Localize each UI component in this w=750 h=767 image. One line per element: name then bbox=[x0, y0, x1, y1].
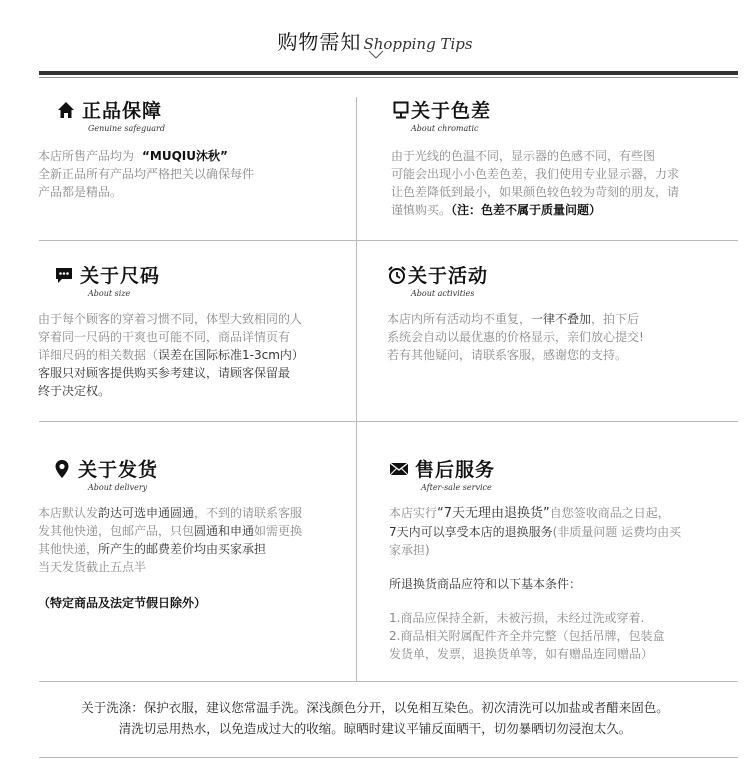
section-title: 关于色差 bbox=[411, 100, 492, 122]
washing-line: 清洗切忌用热水，以免造成过大的收缩。晾晒时建议平铺反面晒干，切勿暴晒切勿浸泡太久。 bbox=[118, 721, 632, 736]
text: 可能会出现小小色差色差，我们使用专业显示器，力求 bbox=[391, 167, 680, 181]
text: 穿着同一尺码的干爽也可能不同，商品详情页有 bbox=[38, 330, 291, 344]
highlight-text: 韵达可选申通圆通 bbox=[98, 506, 195, 520]
section-aftersale bbox=[389, 455, 724, 663]
text: 自您签收商品之日起， bbox=[549, 506, 670, 520]
condition-item: 2.商品相关附属配件齐全并完整（包括吊牌，包装盒 bbox=[389, 629, 665, 643]
shipping-note: （特定商品及法定节假日除外） bbox=[38, 596, 207, 610]
highlight-text: 误差在国际标准1-3cm内） bbox=[158, 348, 304, 362]
brand-name: “MUQIU沐秋” bbox=[142, 149, 228, 163]
text: 全新正品所有产品均严格把关以确保每件 bbox=[38, 167, 255, 181]
chevron-down-icon bbox=[368, 50, 384, 60]
washing-line: 关于洗涤：保护衣服，建议您常温手洗。深浅颜色分开，以免相互染色。初次清洗可以加盐或者醋来固色。 bbox=[81, 700, 669, 715]
section-color bbox=[391, 96, 721, 219]
section-subtitle: About delivery bbox=[88, 483, 148, 492]
divider-col-1 bbox=[356, 97, 357, 241]
text: 本店实行 bbox=[389, 506, 438, 520]
divider-row-2 bbox=[39, 421, 738, 422]
section-title: 关于活动 bbox=[408, 265, 489, 287]
page-title-en: Shopping Tips bbox=[363, 35, 473, 53]
section-quality bbox=[38, 96, 348, 201]
section-shipping bbox=[38, 455, 350, 612]
text: (非质量问题 运费均由买 bbox=[552, 525, 682, 539]
top-rule bbox=[39, 71, 738, 75]
text: 本店所售产品均为 bbox=[38, 149, 135, 163]
text: 系统会自动以最优惠的价格显示，亲们放心提交! bbox=[387, 330, 644, 344]
divider-bottom bbox=[39, 757, 738, 758]
text: 家承担) bbox=[389, 543, 430, 557]
text: 由于每个顾客的穿着习惯不同，体型大致相同的人 bbox=[38, 312, 303, 326]
text: 由于光线的色温不同，显示器的色感不同，有些图 bbox=[391, 149, 656, 163]
highlight-text: 客服只对顾客提供购买参考建议，请顾客保留最 bbox=[38, 366, 291, 380]
divider-row-3 bbox=[39, 681, 738, 682]
section-title: 正品保障 bbox=[82, 100, 163, 122]
text: 本店内所有活动均不重复， bbox=[387, 312, 532, 326]
text: 本店默认发 bbox=[38, 506, 99, 520]
page-title: 购物需知 bbox=[277, 30, 362, 54]
alarm-clock-icon bbox=[387, 265, 407, 285]
section-subtitle: About size bbox=[88, 289, 131, 298]
text: 让色差降低到最小，如果颜色较色较为苛刻的朋友，请 bbox=[391, 185, 680, 199]
section-size bbox=[38, 261, 348, 400]
section-activity bbox=[387, 261, 722, 364]
washing-instructions bbox=[0, 697, 750, 739]
condition-item: 发货单，发票，退换货单等，如有赠品连同赠品） bbox=[389, 647, 654, 661]
envelope-icon bbox=[389, 459, 409, 479]
section-subtitle: After-sale service bbox=[421, 483, 492, 492]
text: 其他快递， bbox=[38, 542, 99, 556]
condition-item: 1.商品应保持全新，未被污损，未经过洗或穿着. bbox=[389, 611, 645, 625]
text: 当天发货截止五点半 bbox=[38, 560, 147, 574]
location-pin-icon bbox=[52, 459, 72, 479]
top-rule-thin bbox=[39, 77, 738, 78]
chat-bubble-icon bbox=[54, 265, 74, 285]
section-title: 售后服务 bbox=[415, 459, 496, 481]
text: 详细尺码的相关数据（ bbox=[38, 348, 159, 362]
section-subtitle: About chromatic bbox=[411, 124, 479, 133]
divider-row-1 bbox=[39, 240, 738, 241]
text: 谨慎购买。 bbox=[391, 203, 452, 217]
text: 产品都是精品。 bbox=[38, 185, 123, 199]
highlight-text: 一律不叠加 bbox=[531, 312, 592, 326]
highlight-text: “7天无理由退换货” bbox=[437, 506, 550, 521]
home-icon bbox=[56, 100, 76, 120]
text: ，拍下后 bbox=[591, 312, 640, 326]
highlight-text: 所产生的邮费差价均由买家承担 bbox=[98, 542, 267, 556]
text: 如需更换 bbox=[254, 524, 303, 538]
text: 若有其他疑问，请联系客服，感谢您的支持。 bbox=[387, 348, 628, 362]
highlight-text: 终于决定权。 bbox=[38, 384, 111, 398]
text: ，不到的请联系客服 bbox=[194, 506, 303, 520]
monitor-icon bbox=[391, 100, 411, 120]
conditions-heading: 所退换货商品应符和以下基本条件： bbox=[389, 577, 582, 591]
section-subtitle: About activities bbox=[411, 289, 475, 298]
highlight-text: 7天内可以享受本店的退换服务 bbox=[389, 525, 553, 539]
divider-col-3 bbox=[356, 422, 357, 681]
text: 发其他快递，包邮产品，只包 bbox=[38, 524, 195, 538]
highlight-text: （注：色差不属于质量问题） bbox=[451, 203, 602, 217]
divider-col-2 bbox=[356, 241, 357, 421]
section-title: 关于尺码 bbox=[80, 265, 161, 287]
section-title: 关于发货 bbox=[78, 459, 159, 481]
section-subtitle: Genuine safeguard bbox=[88, 124, 165, 133]
highlight-text: 圆通和申通 bbox=[194, 524, 255, 538]
